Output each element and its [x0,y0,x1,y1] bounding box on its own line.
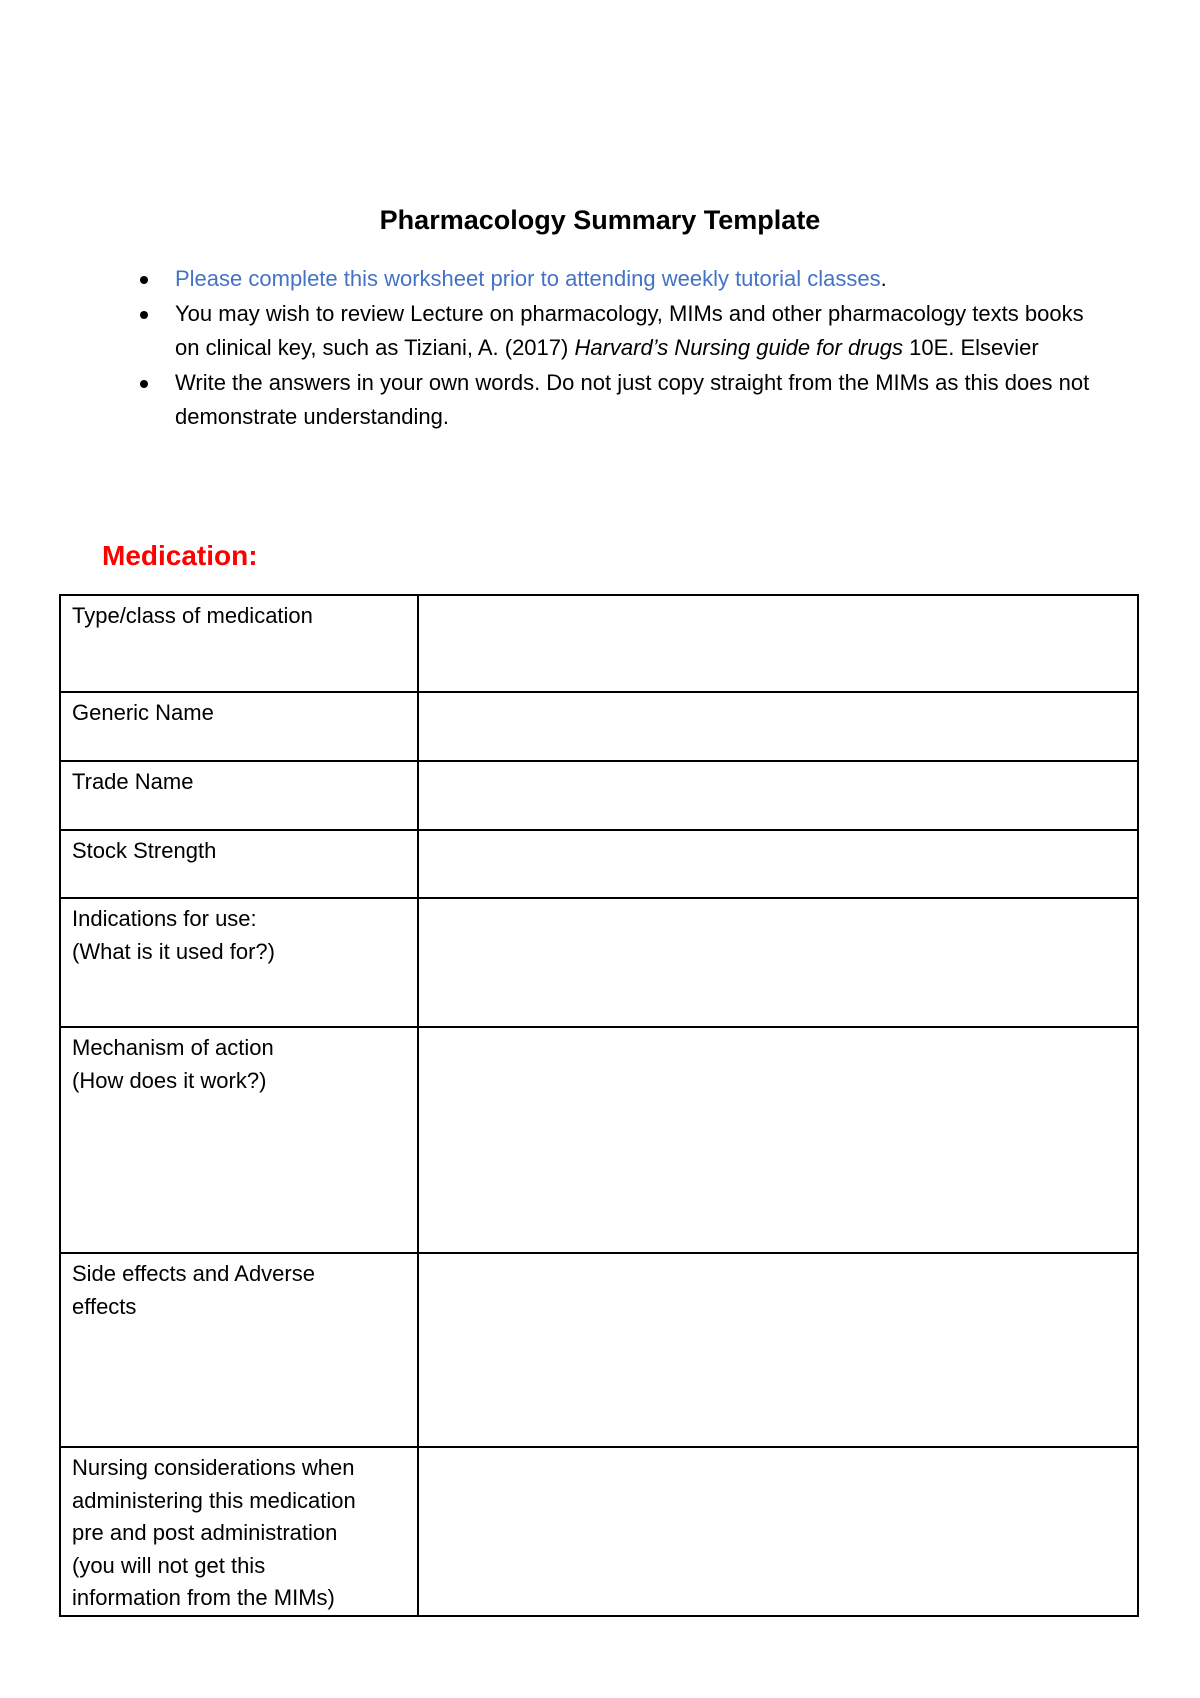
instruction-1-suffix: . [880,266,887,291]
table-row [60,830,1138,898]
answer-mechanism[interactable] [418,1027,1138,1253]
label-line: pre and post administration [72,1520,338,1545]
label-line: administering this medication [72,1487,356,1513]
label-line: Stock Strength [72,838,217,863]
label-line: Indications for use: [72,906,257,931]
label-line: Trade Name [72,769,194,794]
row-label-side-effects [60,1253,418,1447]
row-label-stock-strength [60,830,418,898]
table-row [60,1447,1138,1616]
instruction-1-text: Please complete this worksheet prior to attending weekly tutorial classes [175,266,881,291]
instruction-2-book-title: Harvard’s Nursing guide for drugs [574,335,903,360]
row-label-nursing-considerations [60,1447,418,1616]
bullet-icon [140,380,148,388]
table-row [60,692,1138,761]
page-title: Pharmacology Summary Template [379,205,821,235]
table-row [60,1027,1138,1253]
bullet-icon [140,276,148,284]
instruction-3-text: Write the answers in your own words. Do not just copy straight from the MIMs as this does not demonstrate understanding. [175,369,1090,429]
label-line: Nursing considerations when [72,1455,355,1480]
instruction-item-1 [140,262,1100,297]
table-row [60,898,1138,1027]
bullet-icon [140,311,148,319]
label-line: information from the MIMs) [72,1585,335,1610]
row-label-type-class [60,595,418,692]
table-row [60,595,1138,692]
table-row [60,1253,1138,1447]
label-line: (What is it used for?) [72,938,275,964]
instructions-list [140,262,1100,435]
instruction-2-text-before: You may wish to review Lecture on pharmacology, MIMs and other pharmacology texts books on clinical key, such as Tiziani, A. (2017) [175,300,1084,360]
table-row [60,761,1138,830]
answer-indications[interactable] [418,898,1138,1027]
medication-table [59,594,1139,1617]
label-line: (How does it work?) [72,1067,267,1093]
answer-generic-name[interactable] [418,692,1138,761]
label-line: effects [72,1293,137,1319]
label-line: Side effects and Adverse [72,1261,315,1286]
answer-side-effects[interactable] [418,1253,1138,1447]
answer-type-class[interactable] [418,595,1138,692]
label-line: (you will not get this [72,1552,266,1578]
row-label-trade-name [60,761,418,830]
answer-stock-strength[interactable] [418,830,1138,898]
instruction-item-2 [140,297,1100,366]
instruction-2-text-after: 10E. Elsevier [902,335,1039,360]
row-label-generic-name [60,692,418,761]
medication-heading: Medication: [102,540,258,571]
answer-trade-name[interactable] [418,761,1138,830]
row-label-indications [60,898,418,1027]
label-line: Type/class of medication [72,603,313,628]
label-line: Mechanism of action [72,1035,274,1060]
instruction-item-3 [140,366,1100,435]
row-label-mechanism [60,1027,418,1253]
label-line: Generic Name [72,700,214,725]
answer-nursing-considerations[interactable] [418,1447,1138,1616]
